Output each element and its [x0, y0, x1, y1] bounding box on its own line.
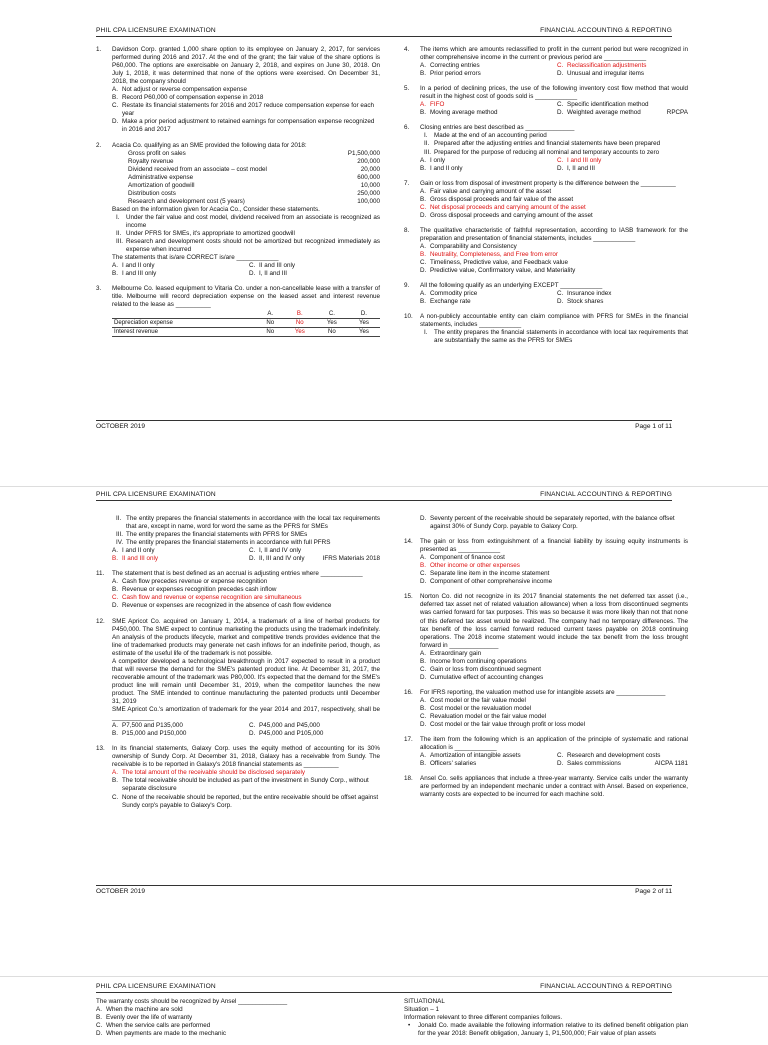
- option-c[interactable]: C. Cash flow and revenue or expense recognition are simultaneous: [112, 594, 302, 602]
- question-10: 10. A non-publicly accountable entity can claim compliance with PFRS for SMEs in the financial statements, includes ____________ I. The entity prepares the financial statements in accordance with local tax requirements that are substantially the same as the PFRS for SMEs: [404, 313, 688, 345]
- option-d[interactable]: D. Component of other comprehensive income: [420, 578, 553, 586]
- section-title: SITUATIONAL: [404, 998, 445, 1005]
- option-b[interactable]: B. Record P60,000 of compensation expense in 2018: [112, 94, 264, 102]
- option-a[interactable]: A. Commodity price: [420, 290, 478, 298]
- question-1: 1. Davidson Corp. granted 1,000 share option to its employee on January 2, 2017, for services performed during 2016 and 2017. At the end of the grant; the fair value of the share options is P60,000. The options are exercisable on January 2, 2018, and expires on June 30, 2018. On July 1, 2018, it was determined that none of the options were exercised. On December 31, 2018, the company should A. Not adjust or reverse compensation expense B. Record P60,000 of compensation expense in 2018 C. Restate its financial statements for 2016 and 2017 reduce compensation expense for each year D. Make a prior period adjustment to retained earnings for compensation expense recognized in 2016 and 2017: [96, 46, 380, 134]
- option-a[interactable]: A. When the machine are sold: [96, 1006, 183, 1014]
- situation-label: Situation – 1: [404, 1006, 440, 1014]
- option-b[interactable]: B. The total receivable should be included as part of the investment in Sundy Corp., without separate disclosure: [112, 777, 369, 793]
- question-8: 8. The qualitative characteristic of faithful representation, according to IASB framework for the preparation and presentation of financial statements, includes ____________ A. Comparability and Consistency B. Neutrality, Completeness, and Free from error C. Timeliness, Predictive value, and Feedback value D. Predictive value, Confirmatory value, and Materiality: [404, 226, 688, 275]
- page-number: Page 2 of 11: [635, 888, 672, 895]
- question-13-continued: [404, 515, 688, 531]
- option-c[interactable]: C. Separate line item in the income statement: [420, 570, 550, 578]
- option-b[interactable]: B. Moving average method: [420, 109, 498, 117]
- option-a[interactable]: A. Amortization of intangible assets: [420, 752, 521, 760]
- question-11: 11. The statement that is best defined as an accrual is adjusting entries where ____________ A. Cash flow precedes revenue or expense recognition B. Revenue or expenses recognition precedes cash inflow C. Cash flow and revenue or expense recognition are simultaneous D. Revenue or expenses are recognized in the absence of cash flow evidence: [96, 570, 380, 610]
- option-b[interactable]: B. Exchange rate: [420, 298, 471, 306]
- option-b[interactable]: B. Neutrality, Completeness, and Free from error: [420, 251, 558, 259]
- right-column: [404, 46, 688, 353]
- option-d[interactable]: D. Seventy percent of the receivable should be separately reported, with the balance offset against 30% of Sundy Corp. payable to Galaxy Corp.: [420, 515, 675, 531]
- question-4: 4. The items which are amounts reclassified to profit in the current period but were recognized in other comprehensive income in the current or previous period are ____________ A. Correcting entries C. Reclassification adjustments B. Prior period errors D. Unusual and irregular items: [404, 46, 688, 78]
- question-6: 6. Closing entries are best described as ______________ I. Made at the end of an accounting period II. Prepared after the adjusting entries and financial statements have been prepared III. Prepared for the purpose of reducing all nominal and temporary accounts to zero A. I only C. I and III only B. I and II only D. I, II and III: [404, 124, 688, 172]
- question-15: 15. Norton Co. did not recognize in its 2017 financial statements the net deferred tax asset (i.e., deferred tax asset net of related valuation allowance) when a loss from discontinued segments was carried forward for tax purposes. This was so because it was more likely than not that none of this deferred tax asset would be realized. The company had no temporary differences. The tax benefit of the loss carried forward reduced current taxes payable on 2018 continuing operations. The 2018 income statement would include the tax benefit from the loss brought forward in ______________ A. Extraordinary gain B. Income from continuing operations C. Gain or loss from discontinued segment D. Cumulative effect of accounting changes: [404, 593, 688, 681]
- source-tag: IFRS Materials 2018: [322, 555, 380, 563]
- question-16: 16. For IFRS reporting, the valuation method use for intangible assets are ______________ A. Cost model or the fair value model B. Cost model or the revaluation model C. Revaluation model or the fair value model D. Cost model or the fair value through profit or loss model: [404, 689, 688, 729]
- option-a[interactable]: A. I only: [420, 156, 446, 164]
- option-b[interactable]: B. P15,000 and P150,000: [112, 730, 187, 738]
- acacia-data-table: Gross profit on sales P1,500,000 Royalty revenue 200,000 Dividend received from an associate – cost model 20,000 Administrative expense 600,000 Amortization of goodwill 10,000 Distribution costs 250,000 Research and development cost (5 years) 100,000: [128, 149, 380, 205]
- page-2: [0, 486, 768, 976]
- option-c[interactable]: C. P45,000 and P45,000: [249, 722, 320, 730]
- page-footer: OCTOBER 2019 Page 1 of 11: [96, 420, 672, 430]
- page-number: Page 1 of 11: [635, 423, 672, 430]
- option-a[interactable]: A. Cash flow precedes revenue or expense recognition: [112, 578, 268, 586]
- option-b[interactable]: B. Revenue or expenses recognition precedes cash inflow: [112, 586, 277, 594]
- option-a[interactable]: A. Extraordinary gain: [420, 649, 482, 657]
- option-b[interactable]: B. Evenly over the life of warranty: [96, 1014, 193, 1022]
- option-b[interactable]: B. Prior period errors: [420, 70, 481, 78]
- lease-options-table: A. B. C. D. Depreciation expense No No Yes Yes Interest revenue No Yes No Yes: [112, 310, 380, 336]
- question-13: 13. In its financial statements, Galaxy Corp. uses the equity method of accounting for its 30% ownership of Sundy Corp. At December 31, 2018, Galaxy has a receivable from Sundy. The receivable is to be reported in Galaxy's 2018 financial statements as __________ A. The total amount of the receivable should be disclosed separately B. The total receivable should be included as part of the investment in Sundy Corp., without separate disclosure C. None of the receivable should be reported, but the entire receivable should be offset against Sundy corp's payable to Galaxy's Corp.: [96, 745, 380, 809]
- option-c[interactable]: C. Insurance index: [557, 290, 612, 298]
- option-d[interactable]: D. Stock shares: [557, 298, 604, 306]
- left-column: [96, 998, 380, 1045]
- option-a[interactable]: A. Not adjust or reverse compensation expense: [112, 86, 247, 94]
- option-a[interactable]: A. Fair value and carrying amount of the asset: [420, 187, 552, 195]
- option-c[interactable]: C. Revaluation model or the fair value model: [420, 713, 547, 721]
- option-a[interactable]: A. P7,500 and P135,000: [112, 722, 183, 730]
- option-d[interactable]: D. Cumulative effect of accounting changes: [420, 673, 544, 681]
- question-18: 18. Ansel Co. sells appliances that include a three-year warranty. Service calls under the warranty are performed by an independent mechanic under a contract with Ansel. Based on experience, warranty costs are expected to be incurred for each machine sold.: [404, 775, 688, 799]
- option-d[interactable]: D. Sales commissions AICPA 1181: [557, 760, 688, 768]
- option-c[interactable]: C. Research and development costs: [557, 752, 661, 760]
- page-header: [96, 27, 672, 37]
- option-a[interactable]: A. I and II only: [112, 547, 155, 555]
- question-5: 5. In a period of declining prices, the use of the following inventory cost flow method that would result in the highest cost of goods sold is ____________ A. FIFO C. Specific identification method B. Moving average method D. Weighted average method RPCPA: [404, 85, 688, 117]
- left-column: [96, 515, 380, 817]
- question-10-continued: II. The entity prepares the financial statements in accordance with the local tax requirements that are, except in name, word for word the same as the PFRS for SMEs III. The entity prepares the financial statements with PFRS for SMEs IV. The entity prepares the financial statements in accordance with full PFRS A. I and II only C. I, II and IV only B. II and III only D. II, III and IV only IFRS Materials 2018: [112, 515, 380, 563]
- option-d[interactable]: D. Unusual and irregular items: [557, 70, 644, 78]
- option-a[interactable]: A. Comparability and Consistency: [420, 242, 517, 250]
- option-d[interactable]: D. II, III and IV only IFRS Materials 2018: [249, 555, 380, 563]
- option-c[interactable]: C. Gain or loss from discontinued segment: [420, 665, 541, 673]
- option-c[interactable]: C. When the service calls are performed: [96, 1022, 211, 1030]
- option-b[interactable]: B. II and III only: [112, 555, 159, 563]
- source-tag: RPCPA: [666, 109, 688, 117]
- page-footer: OCTOBER 2019 Page 2 of 11: [96, 885, 672, 895]
- option-c[interactable]: C. I, II and IV only: [249, 547, 302, 555]
- option-d[interactable]: D. Weighted average method RPCPA: [557, 109, 688, 117]
- option-c[interactable]: C. I and III only: [557, 156, 602, 164]
- option-c[interactable]: C. Timeliness, Predictive value, and Feedback value: [420, 259, 569, 267]
- header-right: FINANCIAL ACCOUNTING & REPORTING: [540, 27, 672, 34]
- option-a[interactable]: A. Correcting entries: [420, 62, 480, 70]
- right-column: SITUATIONAL Situation – 1 Information relevant to three different companies follows. • Jonald Co. made available the following information relative to its defined benefit obligation plan for the year 2018: Benefit obligation, January 1, P1,500,000; Fair value of plan assets: [404, 998, 688, 1038]
- source-tag: AICPA 1181: [654, 760, 688, 768]
- question-17: 17. The item from the following which is an application of the principle of systematic and rational allocation is ____________ A. Amortization of intangible assets C. Research and development costs B. Officers' salaries D. Sales commissions AICPA 1181: [404, 736, 688, 768]
- header-left: PHIL CPA LICENSURE EXAMINATION: [96, 27, 216, 34]
- option-a[interactable]: A. The total amount of the receivable should be disclosed separately: [112, 769, 306, 777]
- option-d[interactable]: D. Predictive value, Confirmatory value, and Materiality: [420, 267, 576, 275]
- page-1: [0, 0, 768, 486]
- option-c[interactable]: C. Restate its financial statements for 2016 and 2017 reduce compensation expense for each year: [112, 102, 375, 118]
- option-d[interactable]: D. P45,000 and P105,000: [249, 730, 324, 738]
- question-12: 12. SME Apricot Co. acquired on January 1, 2014, a trademark of a line of herbal products for P450,000. The SME expect to continue marketing the products using the trademark indefinitely. An analysis of the products lifecycle, market and competitive trends provides evidence that the line of trademarked products may generate net cash inflows for an indefinite period, though, as estimate of the useful life of the trademark is not possible. A competitor developed a technological breakthrough in 2017 expected to result in a product that will reverse the demand for the SME's patented product line. At December 31, 2017, the recoverable amount of the trademark was P80,000. It's expected that the demand for the SME's product line will remain until December 31, 2019, when the competitor launches the new product. The SME intended to continue manufacturing the patented products until December 31, 2019 SME Apricot Co.'s amortization of trademark for the year 2014 and 2017, respectively, shall be ____________ A. P7,500 and P135,000 C. P45,000 and P45,000 B. P15,000 and P150,000 D. P45,000 and P105,000: [96, 617, 380, 738]
- option-c[interactable]: C. None of the receivable should be reported, but the entire receivable should be offset against Sundy corp's payable to Galaxy's Corp.: [112, 793, 379, 809]
- question-14: 14. The gain or loss from extinguishment of a financial liability by issuing equity instruments is presented as ____________ A. Component of finance cost B. Other income or other expenses C. Separate line item in the income statement D. Component of other comprehensive income: [404, 538, 688, 586]
- left-column: [96, 46, 380, 344]
- option-d[interactable]: D. Cost model or the fair value through profit or loss model: [420, 721, 586, 729]
- option-a[interactable]: A. Cost model or the fair value model: [420, 696, 526, 704]
- option-d[interactable]: D. I, II and III: [249, 270, 288, 278]
- question-7: 7. Gain or loss from disposal of investment property is the difference between the __________ A. Fair value and carrying amount of the asset B. Gross disposal proceeds and fair value of the asset C. Net disposal proceeds and carrying amount of the asset D. Gross disposal proceeds and carrying amount of the asset: [404, 180, 688, 220]
- option-c[interactable]: C. II and III only: [249, 262, 296, 270]
- option-a[interactable]: A. I and II only: [112, 262, 155, 270]
- right-column: [404, 515, 688, 806]
- option-b[interactable]: B. I and III only: [112, 270, 157, 278]
- page-3: [0, 976, 768, 1038]
- option-b[interactable]: B. Gross disposal proceeds and fair value of the asset: [420, 195, 574, 203]
- option-b[interactable]: B. Officers' salaries: [420, 760, 477, 768]
- option-b[interactable]: B. Income from continuing operations: [420, 657, 527, 665]
- question-18-continued: The warranty costs should be recognized by Ansel ______________ A. When the machine are sold B. Evenly over the life of warranty C. When the service calls are performed D. When payments are made to the mechanic: [96, 998, 380, 1038]
- question-3: 3. Melbourne Co. leased equipment to Vitaria Co. under a non-cancellable lease with a transfer of title. Melbourne will record depreciation expense on the leased asset and interest revenue related to the lease as __________ A. B. C. D. Depreciation expense No No Yes Yes Interest revenue No Yes No Yes: [96, 285, 380, 336]
- option-c[interactable]: C. Reclassification adjustments: [557, 62, 647, 70]
- option-d[interactable]: D. Make a prior period adjustment to retained earnings for compensation expense recognized in 2016 and 2017: [112, 118, 375, 134]
- option-d[interactable]: D. I, II and III: [557, 164, 596, 172]
- option-d[interactable]: D. Revenue or expenses are recognized in the absence of cash flow evidence: [112, 602, 332, 610]
- question-9: 9. All the following qualify as an underlying EXCEPT ____________ A. Commodity price C. Insurance index B. Exchange rate D. Stock shares: [404, 282, 688, 306]
- option-b[interactable]: B. I and II only: [420, 164, 463, 172]
- option-a[interactable]: A. FIFO: [420, 101, 445, 109]
- option-d[interactable]: D. When payments are made to the mechanic: [96, 1030, 227, 1038]
- question-2: 2. Acacia Co. qualifying as an SME provided the following data for 2018: Gross profit on sales P1,500,000 Royalty revenue 200,000 Dividend received from an associate – cost model 20,000 Administrative expense 600,000 Amortization of goodwill 10,000 Distribution costs 250,000 Research and development cost (5 years) 100,000 Based on the information given for Acacia Co., Consider these statements. I. Under the fair value and cost model, dividend received from an associate is recognized as income II. Under PFRS for SMEs, it's appropriate to amortized goodwill III. Research and development costs should not be amortized but recognized immediately as expense when incurred The statements that is/are CORRECT is/are ____________ A. I and II only C. II and III only B. I and III only D. I, II and III: [96, 141, 380, 278]
- question-text: Davidson Corp. granted 1,000 share option to its employee on January 2, 2017, for services performed during 2016 and 2017. At the end of the grant; the fair value of the share options is P60,000. The options are exercisable on January 2, 2018, and expires on June 30, 2018. On July 1, 2018, it was determined that none of the options were exercised. On December 31, 2018, the company should: [112, 46, 380, 86]
- option-b[interactable]: B. Other income or other expenses: [420, 562, 520, 570]
- page-header: PHIL CPA LICENSURE EXAMINATION FINANCIAL ACCOUNTING & REPORTING: [96, 983, 672, 993]
- option-a[interactable]: A. Component of finance cost: [420, 554, 505, 562]
- option-d[interactable]: D. Gross disposal proceeds and carrying amount of the asset: [420, 211, 593, 219]
- page-header: PHIL CPA LICENSURE EXAMINATION FINANCIAL ACCOUNTING & REPORTING: [96, 491, 672, 501]
- option-c[interactable]: C. Specific identification method: [557, 101, 649, 109]
- option-b[interactable]: B. Cost model or the revaluation model: [420, 704, 532, 712]
- option-c[interactable]: C. Net disposal proceeds and carrying amount of the asset: [420, 203, 586, 211]
